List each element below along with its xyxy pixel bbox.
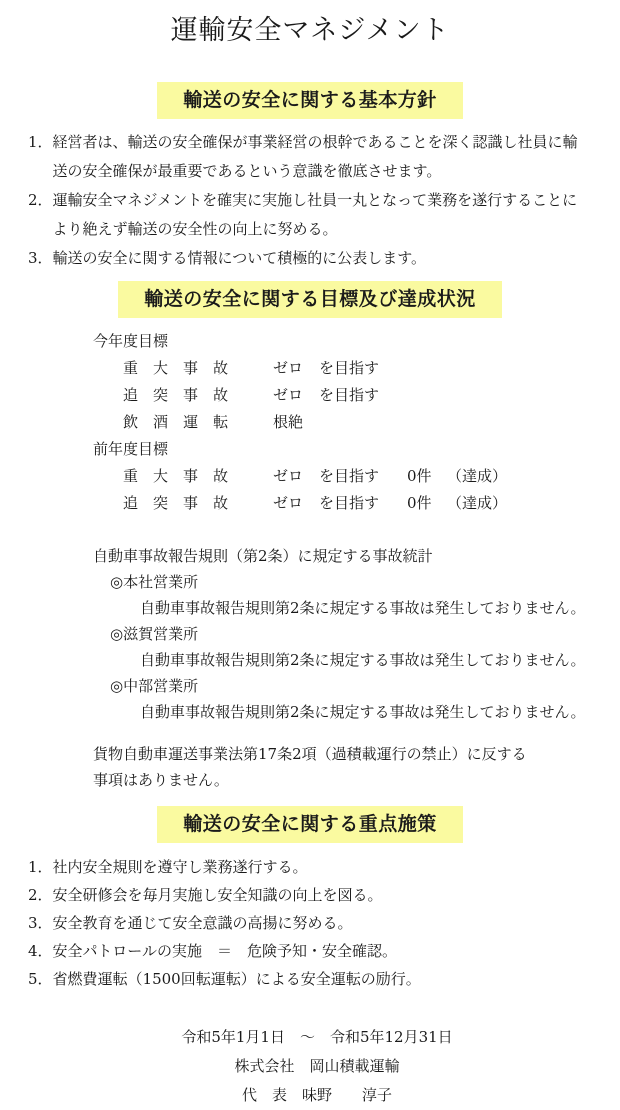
- office-name: ◎本社営業所: [110, 573, 199, 591]
- goal-name: 追 突 事 故: [123, 386, 229, 404]
- goal-name: 飲 酒 運 転: [123, 413, 229, 431]
- office-name: ◎滋賀営業所: [110, 625, 199, 643]
- policy-item: [28, 186, 592, 244]
- office-note: 自動車事故報告規則第2条に規定する事故は発生しておりません。: [140, 599, 586, 617]
- item-number: 2．: [28, 886, 53, 904]
- goal-row: [123, 382, 620, 409]
- goal-target-suffix: を目指す: [319, 467, 380, 485]
- item-text: 安全研修会を毎月実施し安全知識の向上を図る。: [52, 886, 383, 904]
- law-note-line2: 事項はありません。: [93, 771, 229, 789]
- item-text: 輸送の安全に関する情報について積極的に公表します。: [52, 249, 427, 267]
- section-measures: [0, 806, 620, 993]
- goal-result-count: 0件: [407, 467, 432, 485]
- policy-item: [28, 244, 592, 273]
- office-block: [93, 569, 620, 621]
- goal-target-suffix: を目指す: [319, 386, 380, 404]
- period-text: 令和5年1月1日 ～ 令和5年12月31日: [181, 1028, 453, 1046]
- measures-list: [28, 853, 598, 993]
- office-note: 自動車事故報告規則第2条に規定する事故は発生しておりません。: [140, 651, 586, 669]
- policy-list: [28, 128, 592, 273]
- stats-intro: 自動車事故報告規則（第2条）に規定する事故統計: [93, 547, 433, 565]
- goal-target-value: ゼロ: [273, 467, 304, 485]
- item-text: 安全教育を通じて安全意識の高揚に努める。: [52, 914, 353, 932]
- goals-heading: 輸送の安全に関する目標及び達成状況: [118, 281, 502, 318]
- accident-statistics: [93, 543, 620, 725]
- goal-target-value: ゼロ: [273, 359, 304, 377]
- measure-item: [28, 881, 598, 909]
- item-text: 経営者は、輸送の安全確保が事業経営の根幹であることを深く認識し社員に輸送の安全確保が最重要であるという意識を徹底させます。: [52, 133, 578, 180]
- goal-target-suffix: を目指す: [319, 494, 380, 512]
- item-number: 4．: [28, 942, 53, 960]
- document-footer: [0, 1023, 620, 1110]
- item-number: 5．: [28, 970, 53, 988]
- item-text: 安全パトロールの実施 ＝ 危険予知・安全確認。: [52, 942, 397, 960]
- measure-item: [28, 853, 598, 881]
- goal-result-count: 0件: [407, 494, 432, 512]
- policy-item: [28, 128, 592, 186]
- goals-body: [93, 328, 620, 517]
- measures-heading: 輸送の安全に関する重点施策: [157, 806, 463, 843]
- item-text: 省燃費運転（1500回転運転）による安全運転の励行。: [52, 970, 421, 988]
- section-goals: [0, 281, 620, 793]
- measure-item: [28, 965, 598, 993]
- item-text: 運輸安全マネジメントを確実に実施し社員一丸となって業務を遂行することにより絶えず輸送の安全性の向上に努める。: [52, 191, 578, 238]
- goal-row: [123, 355, 620, 382]
- item-number: 3．: [28, 914, 53, 932]
- goal-target-value: ゼロ: [273, 494, 304, 512]
- goal-target-value: 根絶: [273, 413, 304, 431]
- measures-heading-wrap: [0, 806, 620, 843]
- measure-item: [28, 937, 598, 965]
- goal-row: [123, 463, 620, 490]
- office-block: [93, 673, 620, 725]
- goal-target-suffix: [319, 409, 407, 436]
- goal-target-suffix: を目指す: [319, 359, 380, 377]
- policy-heading-wrap: [0, 82, 620, 119]
- goal-row: [123, 490, 620, 517]
- item-number: 1．: [28, 133, 53, 151]
- company-name: 株式会社 岡山積載運輸: [234, 1057, 400, 1075]
- page-title: 運輸安全マネジメント: [170, 15, 450, 46]
- law-note-line1: 貨物自動車運送事業法第17条2項（過積載運行の禁止）に反する: [93, 745, 527, 763]
- section-policy: [0, 82, 620, 273]
- item-number: 3．: [28, 249, 53, 267]
- item-number: 2．: [28, 191, 53, 209]
- item-number: 1．: [28, 858, 53, 876]
- office-name: ◎中部営業所: [110, 677, 199, 695]
- measure-item: [28, 909, 598, 937]
- office-note: 自動車事故報告規則第2条に規定する事故は発生しておりません。: [140, 703, 586, 721]
- policy-heading: 輸送の安全に関する基本方針: [157, 82, 463, 119]
- office-block: [93, 621, 620, 673]
- goal-result-status: （達成）: [447, 467, 508, 485]
- previous-goals-label: 前年度目標: [93, 440, 169, 458]
- item-text: 社内安全規則を遵守し業務遂行する。: [52, 858, 308, 876]
- law-compliance-note: [93, 741, 620, 793]
- current-goals-label: 今年度目標: [93, 332, 169, 350]
- goal-result-status: （達成）: [447, 494, 508, 512]
- representative-name: 代 表 味野 淳子: [241, 1086, 392, 1104]
- goal-name: 追 突 事 故: [123, 494, 229, 512]
- goal-name: 重 大 事 故: [123, 359, 229, 377]
- goal-target-value: ゼロ: [273, 386, 304, 404]
- goal-name: 重 大 事 故: [123, 467, 229, 485]
- goal-row: [123, 409, 620, 436]
- goals-heading-wrap: [0, 281, 620, 318]
